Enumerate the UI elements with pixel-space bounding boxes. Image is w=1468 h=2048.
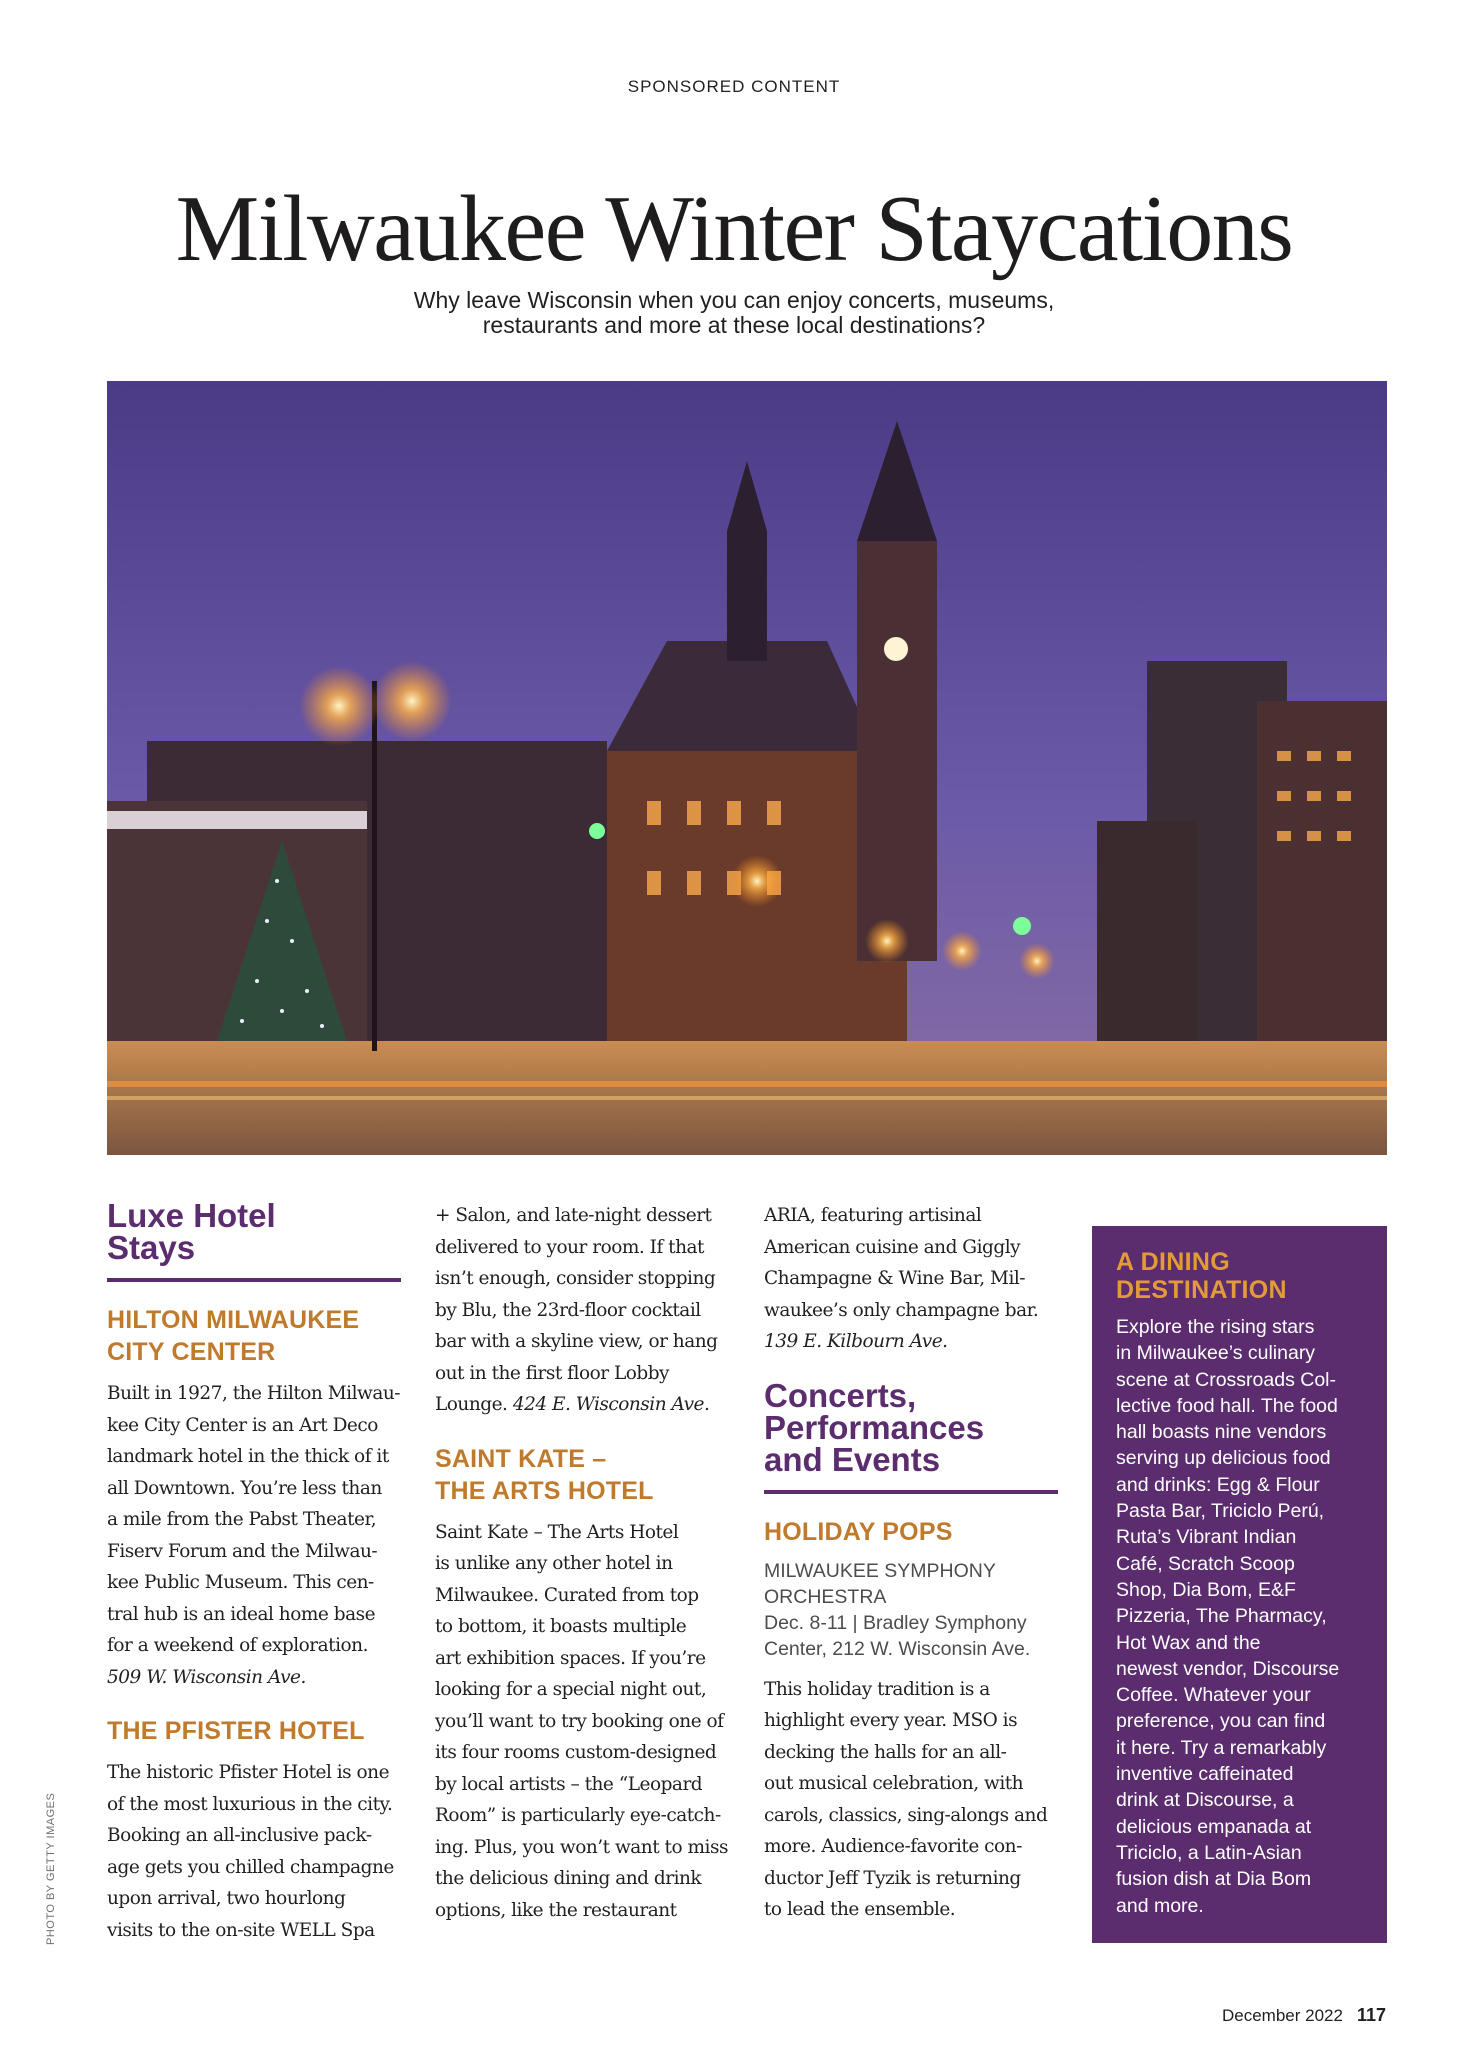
sidebar-line: hall boasts nine vendors: [1116, 1421, 1327, 1444]
sidebar-line: fusion dish at Dia Bom: [1116, 1868, 1312, 1891]
sidebar-line: Explore the rising stars: [1116, 1316, 1315, 1338]
page-footer: [1222, 2005, 1386, 2026]
meta-line: Dec. 8-11 | Bradley Symphony: [764, 1611, 1027, 1634]
body-line: Booking an all-inclusive pack-: [107, 1825, 372, 1846]
body-line: [435, 1389, 729, 1421]
sidebar-line: Hot Wax and the: [1116, 1631, 1261, 1654]
body-line: Champagne & Wine Bar, Mil-: [764, 1268, 1026, 1289]
hilton-address: 509 W. Wisconsin Ave.: [107, 1666, 306, 1688]
sidebar-line: newest vendor, Discourse: [1116, 1657, 1340, 1680]
pfister-body-continued: [435, 1200, 729, 1421]
body-line: delivered to your room. If that: [435, 1236, 704, 1258]
section-heading-luxe-hotel-stays: [107, 1197, 401, 1282]
sidebar-heading-line: DESTINATION: [1116, 1276, 1287, 1304]
body-line: out musical celebration, with: [764, 1773, 1024, 1794]
pfister-body: [107, 1757, 401, 1946]
body-line: Room” is particularly eye-catch-: [435, 1805, 721, 1826]
body-line: you’ll want to try booking one of: [435, 1710, 724, 1732]
column-2: [435, 1200, 729, 1926]
body-line: for a weekend of exploration.: [107, 1635, 368, 1656]
body-line: is unlike any other hotel in: [435, 1553, 673, 1574]
body-line: isn’t enough, consider stopping: [435, 1268, 716, 1289]
sidebar-line: inventive caffeinated: [1116, 1763, 1294, 1786]
body-line: waukee’s only champagne bar.: [764, 1299, 1039, 1321]
sidebar-line: delicious empanada at: [1116, 1815, 1312, 1838]
heading-line: and Events: [764, 1440, 941, 1478]
saint-kate-body-continued: [764, 1200, 1058, 1358]
sidebar-line: Shop, Dia Bom, E&F: [1116, 1578, 1296, 1601]
body-line: the delicious dining and drink: [435, 1868, 702, 1889]
page-subtitle: [334, 288, 1134, 338]
body-line: carols, classics, sing-alongs and: [764, 1804, 1048, 1826]
sidebar-line: lective food hall. The food: [1116, 1394, 1338, 1417]
body-line: by Blu, the 23rd-floor cocktail: [435, 1299, 701, 1321]
body-line: its four rooms custom-designed: [435, 1742, 717, 1763]
subheading-saint-kate: [435, 1443, 729, 1507]
body-line: to bottom, it boasts multiple: [435, 1616, 687, 1637]
sidebar-line: Pizzeria, The Pharmacy,: [1116, 1605, 1327, 1628]
subheading-line: CITY CENTER: [107, 1338, 276, 1366]
saint-kate-body: [435, 1517, 729, 1927]
sidebar-line: in Milwaukee’s culinary: [1116, 1342, 1316, 1365]
body-line: + Salon, and late-night dessert: [435, 1205, 712, 1226]
page-number: 117: [1356, 2005, 1386, 2025]
sidebar-body: [1116, 1314, 1365, 1919]
sidebar-line: Ruta’s Vibrant Indian: [1116, 1526, 1297, 1549]
sidebar-line: scene at Crossroads Col-: [1116, 1368, 1337, 1391]
subheading-line: SAINT KATE –: [435, 1444, 607, 1473]
holiday-pops-details: [764, 1558, 1058, 1662]
subtitle-line: Why leave Wisconsin when you can enjoy concerts, museums,: [413, 287, 1055, 313]
sidebar-line: Café, Scratch Scoop: [1116, 1552, 1295, 1575]
column-1: [107, 1197, 401, 1946]
sponsored-label: SPONSORED CONTENT: [627, 77, 841, 96]
sidebar-line: serving up delicious food: [1116, 1447, 1331, 1470]
hilton-body: [107, 1378, 401, 1693]
heading-line: Concerts,: [764, 1376, 917, 1414]
sidebar-line: preference, you can find: [1116, 1710, 1326, 1733]
body-text: Lounge.: [435, 1394, 513, 1415]
sidebar-line: and drinks: Egg & Flour: [1116, 1473, 1320, 1496]
section-heading-concerts: [764, 1376, 1058, 1494]
subheading-line: HILTON MILWAUKEE: [107, 1306, 360, 1334]
body-line: a mile from the Pabst Theater,: [107, 1509, 377, 1530]
body-line: kee City Center is an Art Deco: [107, 1414, 378, 1436]
city-hall-night-photo: [107, 381, 1387, 1155]
holiday-pops-body: [764, 1674, 1058, 1926]
body-line: to lead the ensemble.: [764, 1899, 956, 1920]
pfister-address: 424 E. Wisconsin Ave.: [512, 1394, 710, 1415]
body-line: of the most luxurious in the city.: [107, 1793, 393, 1815]
meta-line: MILWAUKEE SYMPHONY: [764, 1559, 996, 1582]
meta-line: Center, 212 W. Wisconsin Ave.: [764, 1637, 1031, 1660]
sidebar-heading: [1116, 1248, 1365, 1304]
sidebar-line: Coffee. Whatever your: [1116, 1684, 1311, 1707]
sidebar-heading-line: A DINING: [1116, 1248, 1230, 1276]
body-line: more. Audience-favorite con-: [764, 1836, 1022, 1857]
body-line: out in the first floor Lobby: [435, 1362, 669, 1384]
subheading-line: THE ARTS HOTEL: [435, 1476, 654, 1505]
body-line: Saint Kate – The Arts Hotel: [435, 1521, 679, 1543]
body-line: visits to the on-site WELL Spa: [107, 1919, 375, 1941]
body-line: bar with a skyline view, or hang: [435, 1331, 718, 1352]
body-line: decking the halls for an all-: [764, 1741, 1007, 1763]
column-3: [764, 1200, 1058, 1926]
body-line: looking for a special night out,: [435, 1679, 707, 1700]
body-line: landmark hotel in the thick of it: [107, 1446, 389, 1467]
body-line: art exhibition spaces. If you’re: [435, 1647, 706, 1669]
body-line: The historic Pfister Hotel is one: [107, 1762, 390, 1783]
sidebar-line: and more.: [1116, 1894, 1204, 1917]
body-line: highlight every year. MSO is: [764, 1710, 1018, 1731]
photo-credit: PHOTO BY GETTY IMAGES: [45, 1792, 57, 1945]
body-line: This holiday tradition is a: [764, 1678, 990, 1700]
body-line: by local artists – the “Leopard: [435, 1773, 703, 1795]
sidebar-line: Pasta Bar, Triciclo Perú,: [1116, 1500, 1325, 1523]
heading-line: Performances: [764, 1408, 985, 1446]
subheading-hilton: [107, 1304, 401, 1368]
sidebar-line: drink at Discourse, a: [1116, 1789, 1294, 1812]
meta-line: ORCHESTRA: [764, 1585, 887, 1608]
saint-kate-address: 139 E. Kilbourn Ave.: [764, 1331, 948, 1352]
sidebar-line: it here. Try a remarkably: [1116, 1736, 1327, 1759]
issue-date: December 2022: [1221, 2006, 1343, 2025]
body-line: options, like the restaurant: [435, 1899, 677, 1921]
heading-line: Luxe Hotel: [107, 1197, 276, 1234]
body-line: Fiserv Forum and the Milwau-: [107, 1540, 378, 1562]
sidebar-line: Triciclo, a Latin-Asian: [1116, 1841, 1302, 1864]
body-line: tral hub is an ideal home base: [107, 1603, 376, 1625]
subheading-holiday-pops: HOLIDAY POPS: [764, 1517, 953, 1546]
body-line: Built in 1927, the Hilton Milwau-: [107, 1383, 401, 1404]
body-line: upon arrival, two hourlong: [107, 1888, 346, 1909]
body-line: ductor Jeff Tyzik is returning: [764, 1867, 1021, 1889]
body-line: ARIA, featuring artisinal: [764, 1205, 982, 1226]
body-line: American cuisine and Giggly: [764, 1236, 1021, 1258]
heading-line: Stays: [107, 1229, 196, 1266]
dining-destination-sidebar: [1092, 1226, 1387, 1943]
body-line: ing. Plus, you won’t want to miss: [435, 1836, 728, 1858]
body-line: kee Public Museum. This cen-: [107, 1572, 374, 1593]
subheading-pfister: THE PFISTER HOTEL: [107, 1717, 365, 1745]
body-line: Milwaukee. Curated from top: [435, 1584, 699, 1606]
subtitle-line: restaurants and more at these local destinations?: [482, 312, 986, 338]
page-title: Milwaukee Winter Staycations: [175, 177, 1293, 281]
body-line: age gets you chilled champagne: [107, 1856, 394, 1878]
body-line: all Downtown. You’re less than: [107, 1477, 382, 1499]
